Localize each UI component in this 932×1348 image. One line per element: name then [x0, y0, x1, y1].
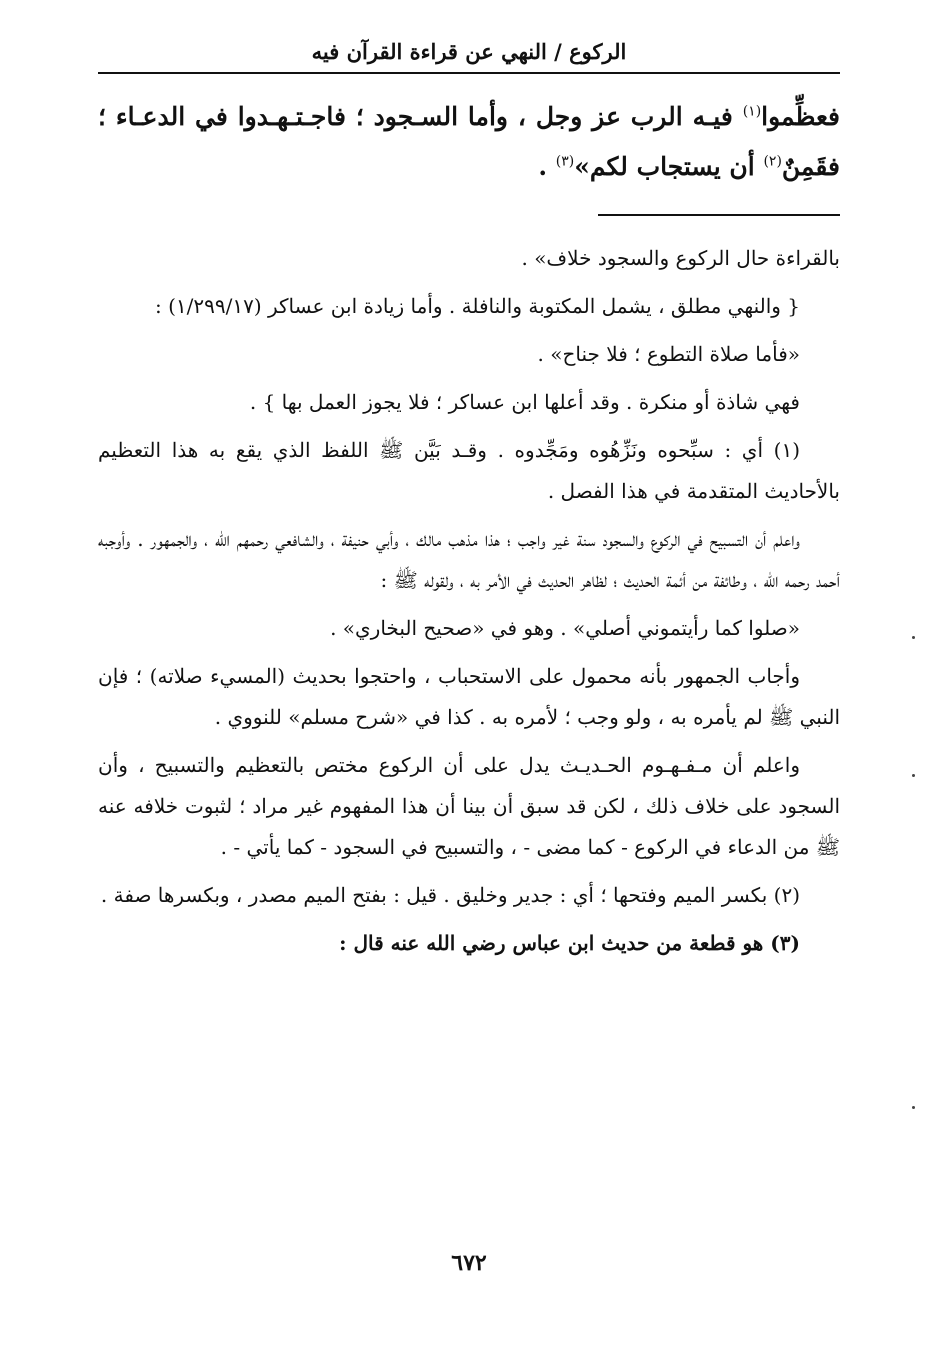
margin-speck [912, 1106, 915, 1109]
footnote-paragraph: { والنهي مطلق ، يشمل المكتوبة والنافلة . وأما زيادة ابن عساكر (١/٢٩٩/١٧) : [155, 294, 800, 318]
footnote-separator [598, 214, 840, 216]
main-text-part-4: . [538, 152, 556, 181]
page-number: ٦٧٢ [451, 1250, 487, 1276]
footnote-paragraph: (٣) هو قطعة من حديث ابن عباس رضي الله عنه قال : [339, 931, 800, 955]
footnote-paragraph: «فأما صلاة التطوع ؛ فلا جناح» . [537, 342, 800, 366]
footnote-paragraph: واعلم أن التسبيح في الركوع والسجود سنة غير واجب ؛ هذا مذهب مالك ، وأبي حنيفة ، والشافعي رحمهم الله ، والجمهور . وأوجبه أحمد رحمه الله ، وطائفة من أئمة الحديث ؛ لظاهر الحديث في الأمر به ، ولقوله ﷺ : [98, 527, 840, 592]
footnote-paragraph: «صلوا كما رأيتموني أصلي» . وهو في «صحيح البخاري» . [330, 616, 800, 640]
footnote-paragraph: (٢) بكسر الميم وفتحها ؛ أي : جدير وخليق . قيل : بفتح الميم مصدر ، وبكسرها صفة . [100, 883, 800, 907]
footnote-ref-3[interactable]: (٣) [555, 153, 575, 170]
footnote-paragraph: وأجاب الجمهور بأنه محمول على الاستحباب ، واحتجوا بحديث (المسيء صلاته) ؛ فإن النبي ﷺ لم يأمره به ، ولو وجب ؛ لأمره به . كذا في «شرح مسلم» للنووي . [98, 664, 840, 729]
footnote-paragraph: واعلم أن مـفـهـوم الحـديـث يدل على أن الركوع مختص بالتعظيم والتسبيح ، وأن السجود على خلاف ذلك ، لكن قد سبق أن بينا أن هذا المفهوم غير مراد ؛ لثبوت خلافه عنه ﷺ من الدعاء في الركوع - كما مضى - ، والتسبيح في السجود - كما يأتي - . [98, 753, 840, 859]
footnote-ref-2[interactable]: (٢) [763, 153, 782, 170]
header-rule [98, 72, 840, 74]
footnote-paragraph: (١) أي : سبِّحوه ونَزِّهُوه ومَجِّدوه . وقـد بَيَّن ﷺ اللفظ الذي يقع به هذا التعظيم بالأحاديث المتقدمة في هذا الفصل . [98, 438, 840, 503]
footnote-ref-1[interactable]: (١) [742, 103, 762, 120]
footnote-paragraph: بالقراءة حال الركوع والسجود خلاف» . [521, 246, 840, 270]
main-text-part-3: أن يستجاب لكم» [574, 152, 764, 181]
main-text-part-1: فعظِّموا [761, 102, 840, 131]
footnotes [98, 238, 840, 971]
main-text [98, 92, 840, 192]
main-text-part-2: فيـه الرب عز وجل ، وأما السـجود ؛ فاجـتـهـدوا في الدعـاء ؛ فقَمِنٌ [98, 102, 840, 181]
running-header: الركوع / النهي عن قراءة القرآن فيه [311, 39, 627, 64]
margin-speck [912, 774, 915, 777]
margin-speck [912, 636, 915, 639]
footnote-paragraph: فهي شاذة أو منكرة . وقد أعلها ابن عساكر ؛ فلا يجوز العمل بها } . [249, 390, 800, 414]
